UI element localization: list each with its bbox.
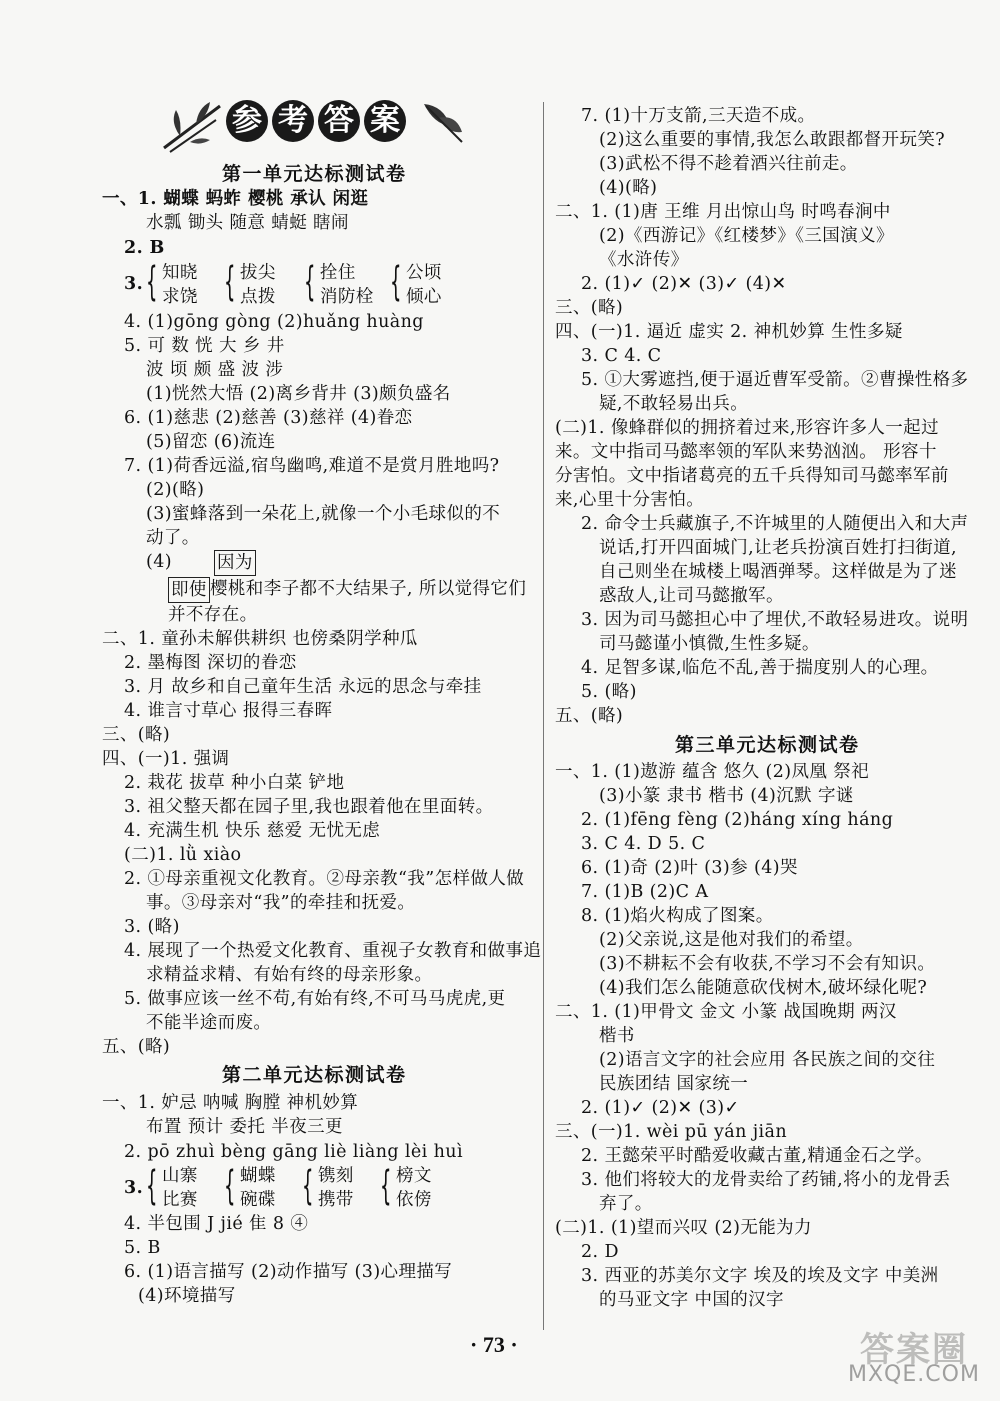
answer-line: 三、(略) bbox=[555, 298, 624, 318]
bamboo-decoration-icon bbox=[160, 98, 224, 154]
boxed-word: 因为 bbox=[214, 550, 256, 576]
brace-icon: { bbox=[224, 259, 236, 305]
answer-word: 知晓 bbox=[162, 263, 198, 283]
brace-icon: { bbox=[146, 259, 158, 305]
answer-line: 5. ①大雾遮挡,便于逼近曹军受箭。②曹操性格多 bbox=[581, 370, 969, 390]
answer-line: 五、(略) bbox=[555, 706, 624, 726]
brace-icon: { bbox=[304, 259, 316, 305]
unit2-title: 第二单元达标测试卷 bbox=[222, 1064, 407, 1086]
answer-line: 2. (1)✓ (2)✕ (3)✓ (4)✕ bbox=[581, 274, 787, 294]
answer-line: 一、1. 妒忌 呐喊 胸膛 神机妙算 bbox=[102, 1093, 359, 1113]
page-number: · 73 · bbox=[470, 1332, 518, 1357]
answer-word: 榜文 bbox=[396, 1166, 432, 1186]
answer-line: (4)(略) bbox=[599, 178, 658, 198]
answer-line: 5. 做事应该一丝不苟,有始有终,不可马马虎虎,更 bbox=[124, 989, 506, 1009]
title-char: 参 bbox=[226, 100, 268, 142]
watermark-url: MXQE.COM bbox=[848, 1362, 980, 1387]
answer-line: 3. bbox=[124, 1178, 144, 1198]
answer-word: 镌刻 bbox=[318, 1166, 354, 1186]
answer-line: 四、(一)1. 逼近 虚实 2. 神机妙算 生性多疑 bbox=[555, 322, 903, 342]
answer-line: 民族团结 国家统一 bbox=[599, 1074, 749, 1094]
brace-icon: { bbox=[380, 1163, 392, 1209]
answer-line: 2. pō zhuì bèng gāng liè liàng lèi huì bbox=[124, 1142, 463, 1162]
answer-line: (2)语言文字的社会应用 各民族之间的交往 bbox=[599, 1050, 936, 1070]
answer-line: 2. (1)✓ (2)✕ (3)✓ bbox=[581, 1098, 740, 1118]
answer-line: 来,心里十分害怕。 bbox=[555, 490, 705, 510]
leaf-decoration-icon bbox=[418, 96, 466, 146]
answer-line: (3)不耕耘不会有收获,不学习不会有知识。 bbox=[599, 954, 936, 974]
answer-line: (二)1. (1)望而兴叹 (2)无能为力 bbox=[555, 1218, 812, 1238]
answer-line: (2)《西游记》《红楼梦》《三国演义》 bbox=[599, 226, 894, 246]
answer-word: 倾心 bbox=[406, 287, 442, 307]
answer-word: 碗碟 bbox=[240, 1190, 276, 1210]
answer-line: 2. 栽花 拔草 种小白菜 铲地 bbox=[124, 773, 345, 793]
answer-line: 一、1. 蝴蝶 蚂蚱 樱桃 承认 闲逛 bbox=[102, 189, 369, 209]
answer-line: 动了。 bbox=[146, 528, 200, 548]
unit1-title: 第一单元达标测试卷 bbox=[222, 163, 407, 185]
answer-line: (5)留恋 (6)流连 bbox=[146, 432, 276, 452]
answer-line: 布置 预计 委托 半夜三更 bbox=[146, 1117, 343, 1137]
answer-line: 4. (1)gōng gòng (2)huǎng huàng bbox=[124, 312, 424, 332]
answer-line: 3. 因为司马懿担心中了埋伏,不敢轻易进攻。说明 bbox=[581, 610, 969, 630]
answer-word: 携带 bbox=[318, 1190, 354, 1210]
answer-line: 7. (1)荷香远溢,宿鸟幽鸣,难道不是赏月胜地吗? bbox=[124, 456, 500, 476]
brace-icon: { bbox=[224, 1163, 236, 1209]
answer-line: (二)1. 像蜂群似的拥挤着过来,形容许多人一起过 bbox=[555, 418, 939, 438]
answer-line: (二)1. lǜ xiào bbox=[124, 845, 242, 865]
answer-word: 依傍 bbox=[396, 1190, 432, 1210]
answer-line: 《水浒传》 bbox=[599, 250, 689, 270]
brace-icon: { bbox=[390, 259, 402, 305]
answer-line: 3. 月 故乡和自己童年生活 永远的思念与牵挂 bbox=[124, 677, 482, 697]
brace-icon: { bbox=[302, 1163, 314, 1209]
answer-line: 事。③母亲对“我”的牵挂和抚爱。 bbox=[146, 893, 416, 913]
title-char: 考 bbox=[272, 100, 314, 142]
answer-line: 求精益求精、有始有终的母亲形象。 bbox=[146, 965, 433, 985]
answer-word: 山寨 bbox=[162, 1166, 198, 1186]
answer-line: 三、(略) bbox=[102, 725, 171, 745]
brace-icon: { bbox=[146, 1163, 158, 1209]
answer-line: 3. bbox=[124, 274, 144, 294]
answer-line: 3. 他们将较大的龙骨卖给了药铺,将小的龙骨丢 bbox=[581, 1170, 951, 1190]
answer-line: (2)父亲说,这是他对我们的希望。 bbox=[599, 930, 864, 950]
answer-line: (4)环境描写 bbox=[138, 1286, 236, 1306]
answer-line: 二、1. (1)唐 王维 月出惊山鸟 时鸣春涧中 bbox=[555, 202, 891, 222]
answer-line: 5. (略) bbox=[581, 682, 637, 702]
answer-line: 2. 王懿荣平时酷爱收藏古董,精通金石之学。 bbox=[581, 1146, 933, 1166]
answer-line: (2)这么重要的事情,我怎么敢跟都督开玩笑? bbox=[599, 130, 946, 150]
answer-line: 五、(略) bbox=[102, 1037, 171, 1057]
answer-line: 惑敌人,让司马懿撤军。 bbox=[599, 586, 784, 606]
answer-line: 波 顷 颇 盛 波 涉 bbox=[146, 360, 284, 380]
answer-line: 樱桃和李子都不大结果子, 所以觉得它们 bbox=[210, 579, 527, 599]
answer-line: 5. 可 数 恍 大 乡 井 bbox=[124, 336, 285, 356]
column-divider bbox=[543, 102, 544, 1330]
answer-line: (4)我们怎么能随意砍伐树木,破坏绿化呢? bbox=[599, 978, 928, 998]
answer-line: 疑,不敢轻易出兵。 bbox=[599, 394, 749, 414]
answer-line: 3. 祖父整天都在园子里,我也跟着他在里面转。 bbox=[124, 797, 494, 817]
answer-line: 7. (1)B (2)C A bbox=[581, 882, 709, 902]
answer-line: 2. B bbox=[124, 238, 165, 258]
watermark-logo: 答案圈 bbox=[860, 1330, 968, 1370]
answer-line: 3. 西亚的苏美尔文字 埃及的埃及文字 中美洲 bbox=[581, 1266, 939, 1286]
answer-line: 4. 谁言寸草心 报得三春晖 bbox=[124, 701, 333, 721]
answer-line: (4) bbox=[146, 552, 172, 572]
answer-line: 不能半途而废。 bbox=[146, 1013, 272, 1033]
answer-line: 二、1. (1)甲骨文 金文 小篆 战国晚期 两汉 bbox=[555, 1002, 897, 1022]
answer-line: 分害怕。文中指诸葛亮的五千兵得知司马懿率军前 bbox=[555, 466, 949, 486]
answer-line: 4. 足智多谋,临危不乱,善于揣度别人的心理。 bbox=[581, 658, 939, 678]
answer-line: 水瓢 锄头 随意 蜻蜓 瞎闹 bbox=[146, 213, 349, 233]
answer-word: 比赛 bbox=[162, 1190, 198, 1210]
answer-line: 2. ①母亲重视文化教育。②母亲教“我”怎样做人做 bbox=[124, 869, 525, 889]
answer-line: 三、(一)1. wèi pū yán jiān bbox=[555, 1122, 788, 1142]
answer-line: 6. (1)慈悲 (2)慈善 (3)慈祥 (4)眷恋 bbox=[124, 408, 413, 428]
answer-line: 弃了。 bbox=[599, 1194, 653, 1214]
answer-line: 7. (1)十万支箭,三天造不成。 bbox=[581, 106, 816, 126]
answer-line: 自己则坐在城楼上喝酒弹琴。这样做是为了迷 bbox=[599, 562, 957, 582]
answer-key-title bbox=[226, 100, 406, 142]
answer-key-header bbox=[160, 96, 460, 158]
answer-line: 3. (略) bbox=[124, 917, 180, 937]
answer-line: 的马亚文字 中国的汉字 bbox=[599, 1290, 784, 1310]
answer-line: 说话,打开四面城门,让老兵扮演百姓打扫街道, bbox=[599, 538, 957, 558]
answer-line: 2. (1)fēng fèng (2)háng xíng háng bbox=[581, 810, 894, 830]
answer-line: 司马懿谨小慎微,生性多疑。 bbox=[599, 634, 820, 654]
answer-line: 楷书 bbox=[599, 1026, 635, 1046]
answer-line: 四、(一)1. 强调 bbox=[102, 749, 230, 769]
answer-line: 并不存在。 bbox=[168, 605, 258, 625]
answer-word: 求饶 bbox=[162, 287, 198, 307]
answer-line: (1)恍然大悟 (2)离乡背井 (3)颇负盛名 bbox=[146, 384, 451, 404]
answer-line: 2. D bbox=[581, 1242, 619, 1262]
answer-line: 8. (1)焰火构成了图案。 bbox=[581, 906, 774, 926]
answer-line: (3)小篆 隶书 楷书 (4)沉默 字谜 bbox=[599, 786, 854, 806]
answer-line: 二、1. 童孙未解供耕织 也傍桑阴学种瓜 bbox=[102, 629, 418, 649]
answer-line: (2)(略) bbox=[146, 480, 205, 500]
answer-line: 3. C 4. C bbox=[581, 346, 662, 366]
answer-line: 4. 半包围 J jié 隹 8 ④ bbox=[124, 1214, 309, 1234]
answer-line: 5. B bbox=[124, 1238, 161, 1258]
answer-line: 4. 展现了一个热爱文化教育、重视子女教育和做事追 bbox=[124, 941, 542, 961]
answer-word: 消防栓 bbox=[320, 287, 374, 307]
answer-line: 一、1. (1)遨游 蕴含 悠久 (2)凤凰 祭祀 bbox=[555, 762, 870, 782]
answer-word: 拔尖 bbox=[240, 263, 276, 283]
answer-word: 拴住 bbox=[320, 263, 356, 283]
answer-line: 4. 充满生机 快乐 慈爱 无忧无虑 bbox=[124, 821, 381, 841]
title-char: 答 bbox=[318, 100, 360, 142]
answer-line: 6. (1)奇 (2)叶 (3)参 (4)哭 bbox=[581, 858, 798, 878]
answer-line: (3)武松不得不趁着酒兴往前走。 bbox=[599, 154, 858, 174]
answer-line: 2. 命令士兵藏旗子,不许城里的人随便出入和大声 bbox=[581, 514, 969, 534]
answer-line: 来。文中指司马懿率领的军队来势汹汹。 形容十 bbox=[555, 442, 937, 462]
answer-line: (3)蜜蜂落到一朵花上,就像一个小毛球似的不 bbox=[146, 504, 501, 524]
boxed-word: 即使 bbox=[168, 577, 210, 603]
title-char: 案 bbox=[364, 100, 406, 142]
answer-word: 蝴蝶 bbox=[240, 1166, 276, 1186]
answer-word: 公顷 bbox=[406, 263, 442, 283]
answer-line: 6. (1)语言描写 (2)动作描写 (3)心理描写 bbox=[124, 1262, 453, 1282]
answer-line: 2. 墨梅图 深切的眷恋 bbox=[124, 653, 297, 673]
unit3-title: 第三单元达标测试卷 bbox=[675, 734, 860, 756]
answer-line: 3. C 4. D 5. C bbox=[581, 834, 706, 854]
answer-word: 点拨 bbox=[240, 287, 276, 307]
